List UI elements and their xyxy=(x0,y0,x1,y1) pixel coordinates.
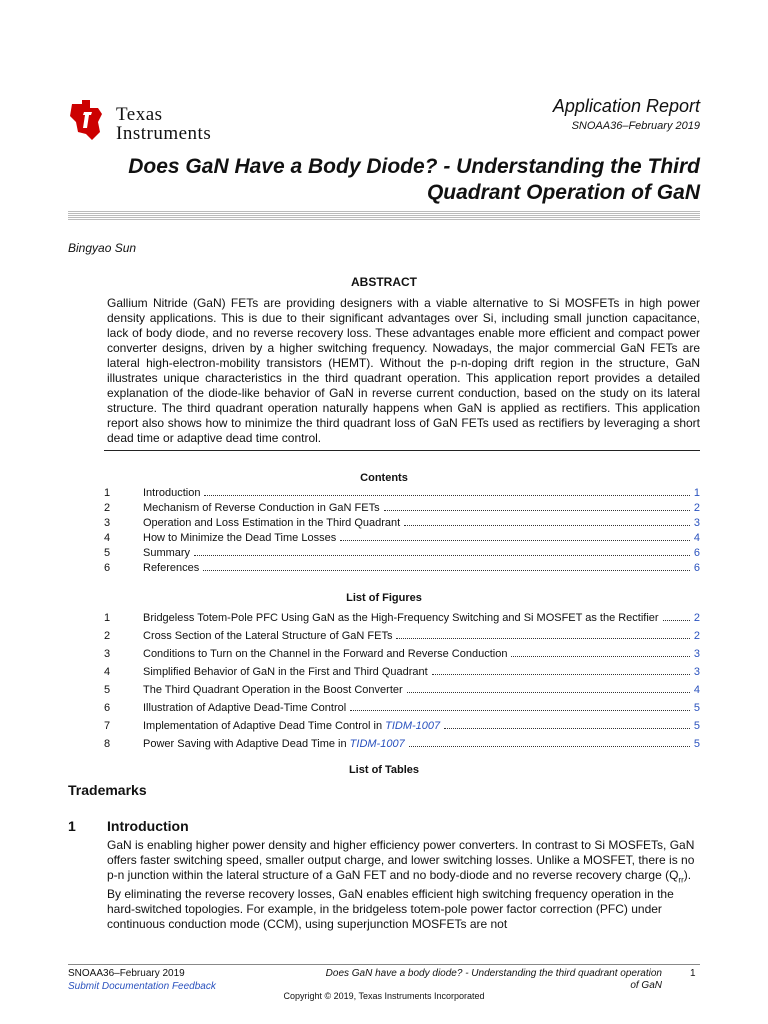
toc-entry-mechanism[interactable] xyxy=(104,502,700,517)
tidm-1007-link[interactable]: TIDM-1007 xyxy=(349,738,405,750)
subscript-rr: rr xyxy=(678,875,684,885)
running-title xyxy=(290,968,662,992)
figure-caption: Cross Section of the Lateral Structure of GaN FETs xyxy=(143,630,393,642)
toc-number: 5 xyxy=(104,547,111,559)
page-number: 1 xyxy=(690,968,696,979)
toc-number: 2 xyxy=(104,502,111,514)
toc-entry-minimize[interactable] xyxy=(104,532,700,547)
toc-number: 1 xyxy=(104,487,111,499)
figure-entry[interactable] xyxy=(104,648,700,663)
toc-page-link[interactable]: 6 xyxy=(693,562,700,574)
figure-caption: The Third Quadrant Operation in the Boost Converter xyxy=(143,684,403,696)
toc-entry-operation[interactable] xyxy=(104,517,700,532)
title-line-1: Does GaN Have a Body Diode? - Understanding the Third xyxy=(128,155,700,178)
document-id: SNOAA36–February 2019 xyxy=(571,120,700,132)
leader-dots xyxy=(384,510,690,511)
figure-caption: Conditions to Turn on the Channel in the Forward and Reverse Conduction xyxy=(143,648,508,660)
running-title-line-2: of GaN xyxy=(630,980,662,991)
trademarks-heading: Trademarks xyxy=(68,782,147,798)
toc-number: 4 xyxy=(104,532,111,544)
figure-page-link[interactable]: 3 xyxy=(693,648,700,660)
toc-page-link[interactable]: 6 xyxy=(693,547,700,559)
ti-state-icon xyxy=(68,98,108,142)
figure-caption: Illustration of Adaptive Dead-Time Control xyxy=(143,702,347,714)
figure-caption: Bridgeless Totem-Pole PFC Using GaN as the High-Frequency Switching and Si MOSFET as the Rectifier xyxy=(143,612,659,624)
leader-dots xyxy=(407,692,690,693)
leader-dots xyxy=(396,638,689,639)
toc-text: Mechanism of Reverse Conduction in GaN FETs xyxy=(143,502,380,514)
toc-text: Summary xyxy=(143,547,191,559)
figure-number: 2 xyxy=(104,630,111,642)
title-line-2: Quadrant Operation of GaN xyxy=(426,181,700,204)
abstract-text: Gallium Nitride (GaN) FETs are providing designers with a viable alternative to Si MOSFETs in high power density applications. This is due to their significant advantages over Si, including small junction capacitance, lack of body diode, and no reverse recovery loss. These advantages enable more efficient and compact power converter designs, driven by a higher switching frequency. Nowadays, the major commercial GaN FETs are lateral high-electron-mobility transistors (HEMT). Without the p-n-doping drift region in the structure, GaN illustrates unique characteristics in the third quadrant operation. This application report provides a detailed explanation of the diode-like behavior of GaN in reverse current conduction, based on the study on its lateral structure. The third quadrant operation naturally happens when GaN is applied as rectifiers. This application report also shows how to minimize the third quadrant loss of GaN FETs used as rectifiers by leveraging a short dead time or adaptive dead time control. xyxy=(107,296,700,445)
section-number: 1 xyxy=(68,818,76,834)
toc-text: How to Minimize the Dead Time Losses xyxy=(143,532,337,544)
footer-doc-date: SNOAA36–February 2019 xyxy=(68,968,185,979)
toc-number: 3 xyxy=(104,517,111,529)
toc-entry-introduction[interactable] xyxy=(104,487,700,502)
copyright: Copyright © 2019, Texas Instruments Incorporated xyxy=(283,991,485,1001)
tidm-1007-link[interactable]: TIDM-1007 xyxy=(385,720,441,732)
figure-page-link[interactable]: 5 xyxy=(693,738,700,750)
figure-entry[interactable] xyxy=(104,684,700,699)
intro-text-part-2: ). By eliminating the reverse recovery losses, GaN enables efficient high switching frequency operation in the hard-switched topologies. For example, in the bridgeless totem-pole power factor correction (PFC) under continuous conduction mode (CCM), using superjunction MOSFETs are not xyxy=(107,868,692,932)
leader-dots xyxy=(404,525,690,526)
author: Bingyao Sun xyxy=(68,241,137,255)
toc-text: Introduction xyxy=(143,487,201,499)
figure-page-link[interactable]: 2 xyxy=(693,630,700,642)
toc-text: References xyxy=(143,562,200,574)
leader-dots xyxy=(204,495,689,496)
toc-number: 6 xyxy=(104,562,111,574)
figure-entry[interactable] xyxy=(104,630,700,645)
intro-text-part-1: GaN is enabling higher power density and higher efficiency power converters. In contrast to Si MOSFETs, GaN offers faster switching speed, smaller output charge, and lower switching losses. Unlike a MOSFET, there is no p-n junction within the lateral structure of a GaN FET and no body-diode and no reverse recovery charge (Q xyxy=(107,838,695,882)
figure-page-link[interactable]: 3 xyxy=(693,666,700,678)
figure-entry[interactable] xyxy=(104,720,700,735)
abstract-divider xyxy=(104,450,700,451)
leader-dots xyxy=(350,710,690,711)
document-title xyxy=(60,154,700,206)
toc-page-link[interactable]: 1 xyxy=(693,487,700,499)
contents-heading: Contents xyxy=(360,472,408,484)
leader-dots xyxy=(409,746,690,747)
figure-number: 3 xyxy=(104,648,111,660)
figure-page-link[interactable]: 4 xyxy=(693,684,700,696)
report-type: Application Report xyxy=(552,96,700,116)
logo-line-1: Texas xyxy=(116,104,163,125)
figure-entry[interactable] xyxy=(104,612,700,627)
section-title: Introduction xyxy=(107,818,189,834)
figure-caption-text: Power Saving with Adaptive Dead Time in xyxy=(143,738,350,750)
tables-heading: List of Tables xyxy=(348,764,420,776)
leader-dots xyxy=(340,540,690,541)
figure-number: 8 xyxy=(104,738,111,750)
figure-caption xyxy=(143,738,405,750)
leader-dots xyxy=(663,620,690,621)
figure-number: 1 xyxy=(104,612,111,624)
footer-rule xyxy=(68,964,700,965)
introduction-paragraph xyxy=(107,838,700,932)
figure-page-link[interactable]: 2 xyxy=(693,612,700,624)
figure-page-link[interactable]: 5 xyxy=(693,720,700,732)
leader-dots xyxy=(444,728,690,729)
figure-number: 4 xyxy=(104,666,111,678)
figure-caption xyxy=(143,720,440,732)
toc-page-link[interactable]: 4 xyxy=(693,532,700,544)
toc-page-link[interactable]: 2 xyxy=(693,502,700,514)
figure-number: 6 xyxy=(104,702,111,714)
logo-line-2: Instruments xyxy=(116,123,212,144)
leader-dots xyxy=(194,555,690,556)
figures-heading: List of Figures xyxy=(346,592,422,604)
ti-logo xyxy=(68,96,268,148)
title-rule xyxy=(68,211,700,221)
running-title-line-1: Does GaN have a body diode? - Understanding the third quadrant operation xyxy=(325,968,662,979)
toc-text: Operation and Loss Estimation in the Third Quadrant xyxy=(143,517,401,529)
figure-caption-text: Implementation of Adaptive Dead Time Control in xyxy=(143,720,386,732)
leader-dots xyxy=(511,656,689,657)
figure-number: 5 xyxy=(104,684,111,696)
figure-number: 7 xyxy=(104,720,111,732)
leader-dots xyxy=(203,570,690,571)
figure-page-link[interactable]: 5 xyxy=(693,702,700,714)
figure-entry[interactable] xyxy=(104,702,700,717)
abstract-heading: ABSTRACT xyxy=(351,275,417,289)
submit-feedback-link[interactable]: Submit Documentation Feedback xyxy=(68,981,216,992)
leader-dots xyxy=(432,674,690,675)
toc-entry-references[interactable] xyxy=(104,562,700,577)
figure-caption: Simplified Behavior of GaN in the First and Third Quadrant xyxy=(143,666,428,678)
figure-entry[interactable] xyxy=(104,666,700,681)
toc-page-link[interactable]: 3 xyxy=(693,517,700,529)
toc-entry-summary[interactable] xyxy=(104,547,700,562)
figure-entry[interactable] xyxy=(104,738,700,753)
